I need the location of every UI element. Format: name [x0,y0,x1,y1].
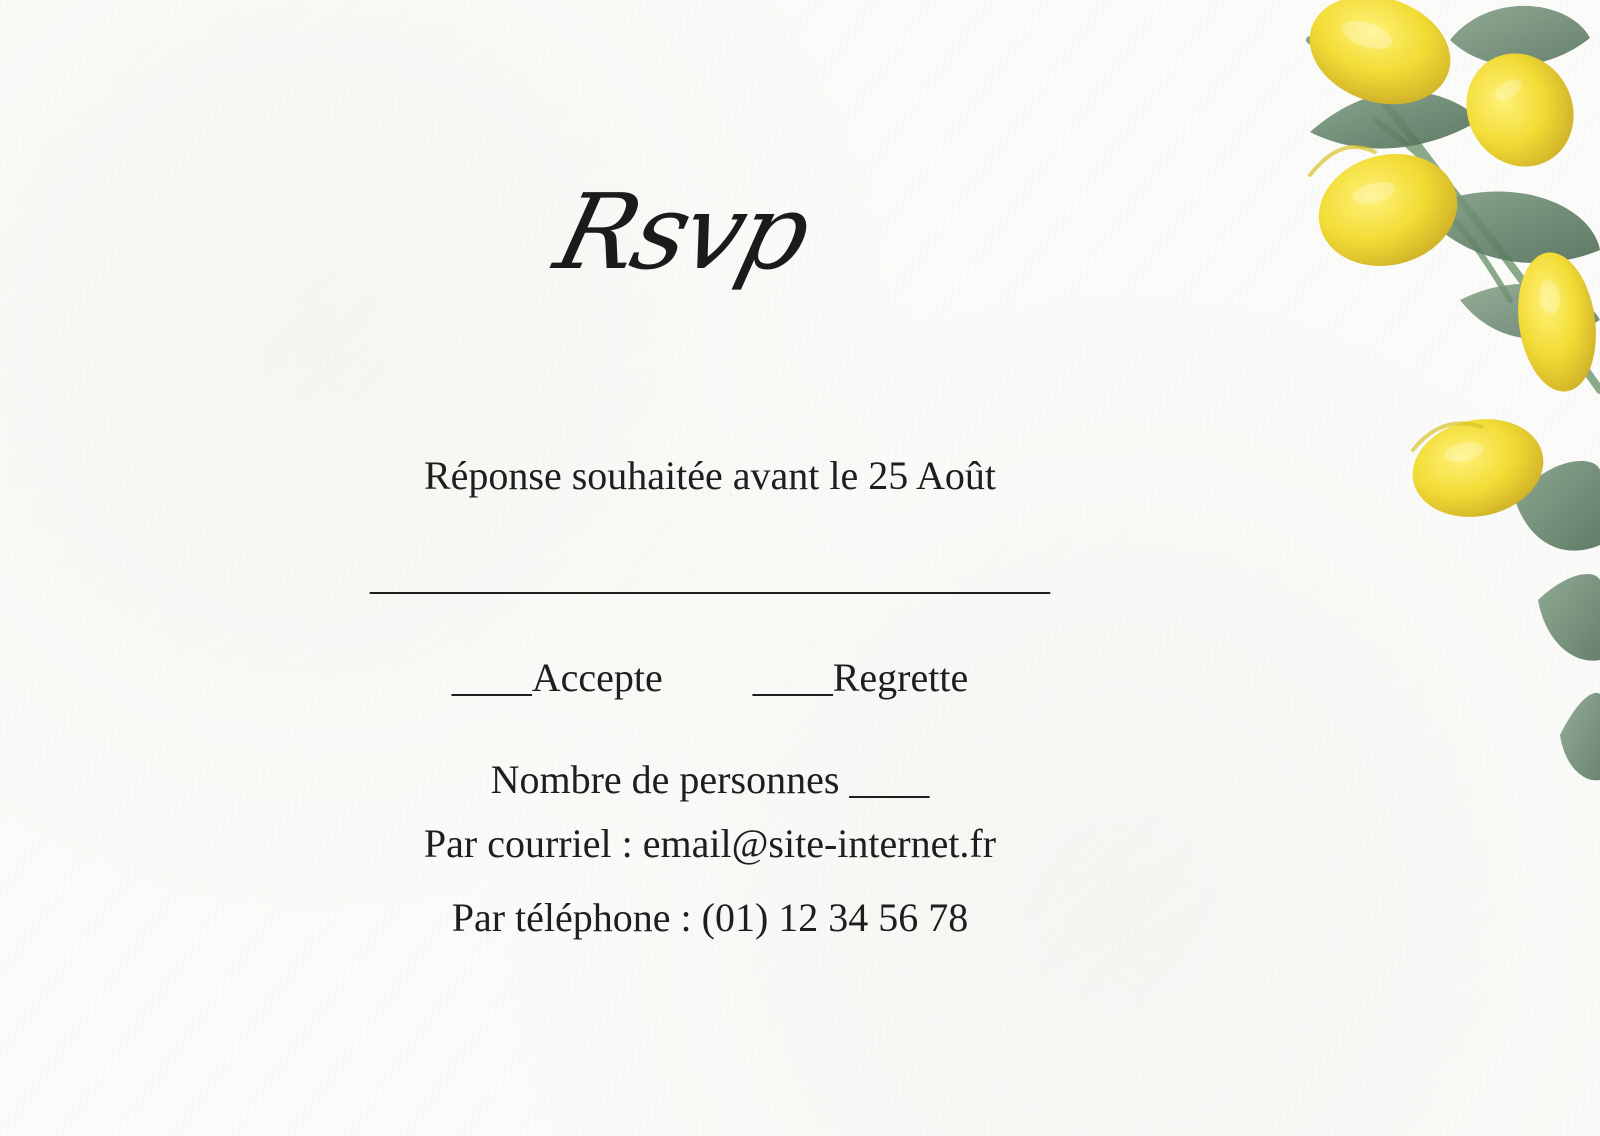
email-contact: Par courriel : email@site-internet.fr [423,821,997,866]
lemon-branch-icon [1160,0,1600,820]
accept-option: ____Accepte [451,655,663,700]
phone-contact: Par téléphone : (01) 12 34 56 78 [451,895,969,940]
regret-option: ____Regrette [752,655,969,700]
rsvp-title: Rsvp [544,171,821,293]
response-deadline: Réponse souhaitée avant le 25 Août [423,453,997,498]
guest-count: Nombre de personnes ____ [490,757,930,802]
name-blank-line: __________________________________ [370,553,1050,598]
